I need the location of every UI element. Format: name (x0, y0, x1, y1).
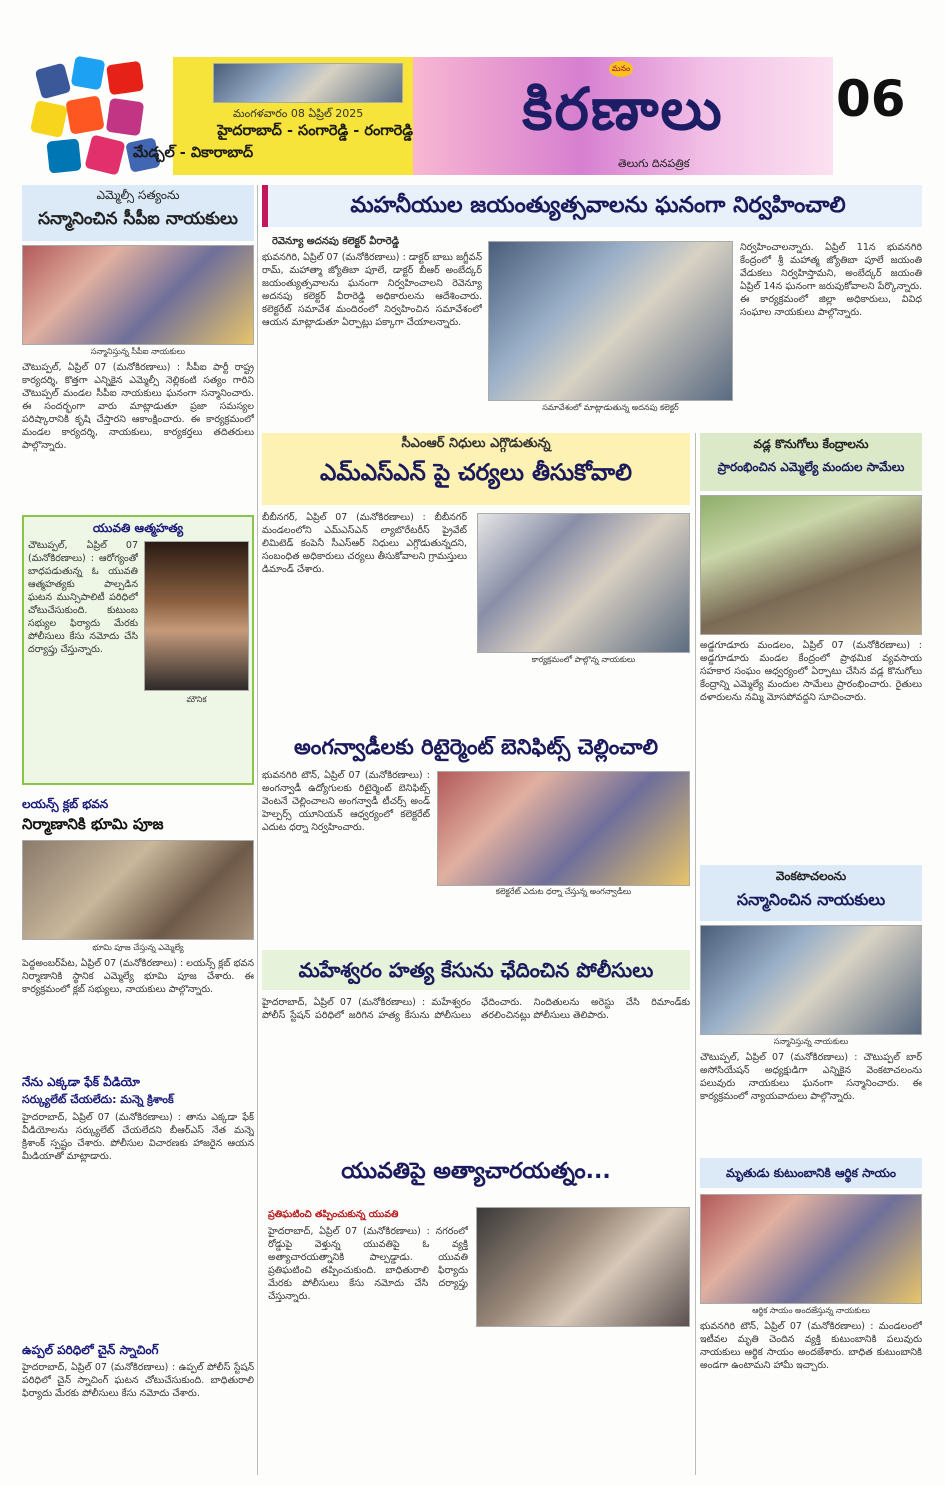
lead-headline: మహనీయుల జయంత్యుత్సవాలను ఘనంగా నిర్వహించాలి (350, 193, 846, 218)
headline-box (700, 865, 922, 921)
byline: రెవెన్యూ అదనపు కలెక్టర్ వీరారెడ్డి (272, 236, 400, 247)
headline: సన్మానించిన సీపీఐ నాయకులు (38, 209, 238, 229)
story-body: హైదరాబాద్, ఏప్రిల్ 07 (మనోకిరణాలు) : తాను ఎక్కడా ఫేక్ వీడియోలను సర్క్యులేట్ చేయలేదని బీఆర్ఎస్ నేత మన్నె క్రిశాంక్ స్పష్టం చేశారు. పోలీసుల విచారణకు హాజరైన ఆయన మీడియాతో మాట్లాడారు. (22, 1112, 254, 1162)
edition-date: మంగళవారం 08 ఏప్రిల్ 2025 (233, 107, 364, 120)
photo-financial-aid (700, 1194, 922, 1304)
story-msn-photo (477, 513, 690, 653)
headline-box (700, 1158, 922, 1188)
photo-paddy-center (700, 495, 922, 635)
story-msn (262, 433, 690, 733)
story-body-continued (476, 1331, 690, 1471)
photo-felicitation (22, 245, 254, 345)
kicker: వెంకటాచలంను (775, 869, 847, 883)
story-venkatachalam (700, 865, 922, 1155)
headline-box (700, 433, 922, 491)
story-assault-attempt (262, 1155, 690, 1475)
headline: యువతి ఆత్మహత్య (92, 521, 184, 535)
kicker: ఎమ్మెల్సీ సత్యంను (96, 188, 180, 202)
headline: ఎమ్ఎస్ఎన్ పై చర్యలు తీసుకోవాలి (320, 460, 632, 486)
column-divider (257, 185, 258, 1475)
story-body: అడ్డగూడూరు మండలం, ఏప్రిల్ 07 (మనోకిరణాలు) : అడ్డగూడూరు మండల కేంద్రంలో ప్రాథమిక వ్యవసాయ సహకార సంఘం ఆధ్వర్యంలో ఏర్పాటు చేసిన వడ్ల కొనుగోలు కేంద్రాన్ని ఎమ్మెల్యే మందుల సామేలు ప్రారంభించారు. రైతులు దళారులను నమ్మి మోసపోవద్దని సూచించారు. (700, 640, 922, 703)
story-body: పెద్దఅంబర్‌పేట, ఏప్రిల్ 07 (మనోకిరణాలు) : లయన్స్ క్లబ్ భవన నిర్మాణానికి స్థానిక ఎమ్మెల్యే భూమి పూజ చేశారు. ఈ కార్యక్రమంలో క్లబ్ సభ్యులు, నాయకులు పాల్గొన్నారు. (22, 958, 254, 995)
photo-caption: భూమి పూజ చేస్తున్న ఎమ్మెల్యే (92, 943, 184, 952)
story-maheswaram (262, 950, 690, 1150)
page-number: 06 (836, 70, 906, 128)
photo-caption: కలెక్టరేట్ ఎదుట ధర్నా చేస్తున్న అంగన్వాడీలు (495, 887, 632, 896)
lead-photo (488, 241, 733, 401)
kicker: సీఎంఆర్ నిధులు ఎగ్గొడుతున్న (401, 436, 551, 451)
story-chain-snatching-headline: ఉప్పల్ పరిధిలో చైన్ స్నాచింగ్ (22, 1343, 159, 1357)
story-anganwadi-photo (437, 771, 690, 886)
photo-bhoomi-pooja (22, 840, 254, 940)
story-body: చౌటుప్పల్, ఏప్రిల్ 07 (మనోకిరణాలు) : సీపీఐ పార్టీ రాష్ట్ర కార్యదర్శి, కొత్తగా ఎన్నికైన ఎమ్మెల్సీ నెల్లికంటి సత్యం గారిని చౌటుప్పల్ మండల సీపీఐ నాయకులు ఘనంగా సన్మానించారు. ఈ సందర్భంగా వారు మాట్లాడుతూ ప్రజా సమస్యల పరిష్కారానికి కృషి చేస్తారని ఆకాంక్షించారు. ఈ కార్యక్రమంలో మండల కార్యదర్శి, నాయకులు, కార్యకర్తలు తదితరులు పాల్గొన్నారు. (22, 362, 254, 451)
photo-caption: మౌనిక (186, 695, 207, 704)
story-lions-headline: నిర్మాణానికి భూమి పూజ (22, 815, 164, 833)
lead-caption: సమావేశంలో మాట్లాడుతున్న అదనపు కలెక్టర్ (542, 403, 679, 412)
left-column (22, 185, 254, 1475)
headline: మహేశ్వరం హత్య కేసును ఛేదించిన పోలీసులు (298, 958, 654, 982)
headline: యువతిపై అత్యాచారయత్నం... (341, 1159, 611, 1184)
district-band (133, 57, 413, 175)
story-cpi-felicitation (22, 185, 254, 241)
districts-line-2: మేడ్చల్ - వికారాబాద్ (133, 145, 254, 161)
story-body: భువనగిరి టౌన్, ఏప్రిల్ 07 (మనోకిరణాలు) : అంగన్వాడీ ఉద్యోగులకు రిటైర్మెంట్ బెనిఫిట్స్ వెంటనే చెల్లించాలని అంగన్వాడీ టీచర్స్ అండ్ హెల్పర్స్ యూనియన్ ఆధ్వర్యంలో కలెక్టరేట్ ఎదుట ధర్నా నిర్వహించారు. (262, 770, 430, 833)
photo-caption: కార్యక్రమంలో పాల్గొన్న నాయకులు (531, 655, 636, 664)
headline-bar (262, 950, 690, 990)
lead-headline-bar (262, 185, 922, 227)
story-body: బీబీనగర్, ఏప్రిల్ 07 (మనోకిరణాలు) : బీబీనగర్ మండలంలోని ఎమ్ఎస్ఎన్ ల్యాబొరేటరీస్ ప్రైవేట్ లిమిటెడ్ కంపెనీ సీఎస్ఆర్ నిధులు ఎగ్గొడుతున్నదని, సంబంధిత అధికారులు చర్యలు తీసుకోవాలని గ్రామస్తులు డిమాండ్ చేశారు. (262, 512, 467, 575)
photo-caption: సన్మానిస్తున్న సీపీఐ నాయకులు (90, 347, 186, 356)
tagline: తెలుగు దినపత్రిక (618, 157, 690, 170)
photo-felicitation (700, 925, 922, 1035)
logo-badge: మనం (609, 61, 633, 77)
story-assault-photo (476, 1207, 690, 1327)
story-fake-video-headline-2: సర్క్యులేట్ చేయలేదు: మన్నె క్రిశాంక్ (22, 1093, 174, 1106)
photo-victim (144, 541, 249, 691)
story-suicide-box (22, 515, 254, 785)
story-body: భువనగిరి టౌన్, ఏప్రిల్ 07 (మనోకిరణాలు) : మండలంలో ఇటీవల మృతి చెందిన వ్యక్తి కుటుంబానికి పలువురు నాయకులు ఆర్థిక సాయం అందజేశారు. బాధిత కుటుంబానికి అండగా ఉంటామని హామీ ఇచ్చారు. (700, 1321, 922, 1371)
kicker: ప్రతిఘటించి తప్పించుకున్న యువతి (268, 1209, 399, 1220)
headline: ప్రారంభించిన ఎమ్మెల్యే మందుల సామేలు (717, 460, 905, 474)
districts-line-1: హైదరాబాద్ - సంగారెడ్డి - రంగారెడ్డి (217, 123, 413, 139)
lead-body: భువనగిరి, ఏప్రిల్ 07 (మనోకిరణాలు) : డాక్టర్ బాబు జగ్జీవన్ రామ్, మహాత్మా జ్యోతిబా పూలే, డాక్టర్ బీఆర్ అంబేద్కర్ జయంత్యుత్సవాలను ఘనంగా నిర్వహించాలని రెవెన్యూ అదనపు కలెక్టర్ వీరారెడ్డి అధికారులను ఆదేశించారు. కలెక్టరేట్ సమావేశ మందిరంలో నిర్వహించిన సమావేశంలో ఆయన మాట్లాడుతూ ఏర్పాట్లు పక్కాగా చేయాలన్నారు. (262, 252, 482, 328)
lead-body-2: నిర్వహించాలన్నారు. ఏప్రిల్ 11న భువనగిరి కేంద్రంలో శ్రీ మహాత్మ జ్యోతిబా పూలే జయంతి వేడుకలు నిర్వహిస్తామని, అంబేద్కర్ జయంతి ఏప్రిల్ 14న ఘనంగా జరుపుకోవాలని పేర్కొన్నారు. ఈ కార్యక్రమంలో జిల్లా అధికారులు, వివిధ సంఘాల నాయకులు పాల్గొన్నారు. (740, 242, 922, 318)
logo-area (413, 57, 833, 175)
story-body: చౌటుప్పల్, ఏప్రిల్ 07 (మనోకిరణాలు) : చౌటుప్పల్ బార్ అసోసియేషన్ అధ్యక్షుడిగా ఎన్నికైన వెంకటాచలంను పలువురు నాయకులు ఘనంగా సన్మానించారు. ఈ కార్యక్రమంలో న్యాయవాదులు పాల్గొన్నారు. (700, 1052, 922, 1102)
photo-caption: ఆర్థిక సాయం అందజేస్తున్న నాయకులు (752, 1306, 870, 1315)
story-body: హైదరాబాద్, ఏప్రిల్ 07 (మనోకిరణాలు) : ఉప్పల్ పోలీస్ స్టేషన్ పరిధిలో చైన్ స్నాచింగ్ ఘటన చోటుచేసుకుంది. బాధితురాలి ఫిర్యాదు మేరకు పోలీసులు కేసు నమోదు చేశారు. (22, 1362, 254, 1399)
photo-caption: సన్మానిస్తున్న నాయకులు (773, 1037, 849, 1046)
story-body: హైదరాబాద్, ఏప్రిల్ 07 (మనోకిరణాలు) : నగరంలో రోడ్డుపై వెళ్తున్న యువతిపై ఓ వ్యక్తి అత్యాచారయత్నానికి పాల్పడ్డాడు. యువతి ప్రతిఘటించి తప్పించుకుంది. బాధితురాలి ఫిర్యాదు మేరకు పోలీసులు కేసు నమోదు చేసి దర్యాప్తు చేస్తున్నారు. (268, 1226, 468, 1302)
story-paddy-centers (700, 433, 922, 863)
story-msn-headline-box (262, 433, 690, 505)
headline: సన్మానించిన నాయకులు (736, 890, 886, 909)
headline: మృతుడు కుటుంబానికి ఆర్థిక సాయం (725, 1166, 897, 1180)
newspaper-logo: కిరణాలు (522, 75, 724, 143)
story-anganwadi (262, 735, 690, 945)
charminar-image (213, 63, 403, 103)
story-lions-kicker: లయన్స్ క్లబ్ భవన (22, 797, 109, 811)
masthead (0, 55, 945, 180)
headline: అంగన్వాడీలకు రిటైర్మెంట్ బెనిఫిట్స్ చెల్లించాలి (294, 735, 658, 759)
story-body: చౌటుప్పల్, ఏప్రిల్ 07 (మనోకిరణాలు) : ఆరోగ్యంతో బాధపడుతున్న ఓ యువతి ఆత్మహత్యకు పాల్పడిన ఘటన మున్సిపాలిటీ పరిధిలో చోటుచేసుకుంది. కుటుంబ సభ్యుల ఫిర్యాదు మేరకు పోలీసులు కేసు నమోదు చేసి దర్యాప్తు చేస్తున్నారు. (28, 540, 138, 655)
story-financial-aid (700, 1158, 922, 1475)
lead-story (262, 185, 922, 435)
column-divider (695, 433, 696, 1475)
story-body: హైదరాబాద్, ఏప్రిల్ 07 (మనోకిరణాలు) : మహేశ్వరం పోలీస్ స్టేషన్ పరిధిలో జరిగిన హత్య కేసును పోలీసులు ఛేదించారు. నిందితులను అరెస్టు చేసి రిమాండ్‌కు తరలించినట్లు పోలీసులు తెలిపారు. (262, 997, 690, 1021)
story-fake-video-headline: నేను ఎక్కడా ఫేక్ వీడియో (22, 1075, 140, 1089)
kicker: వడ్ల కొనుగోలు కేంద్రాలను (753, 437, 869, 451)
